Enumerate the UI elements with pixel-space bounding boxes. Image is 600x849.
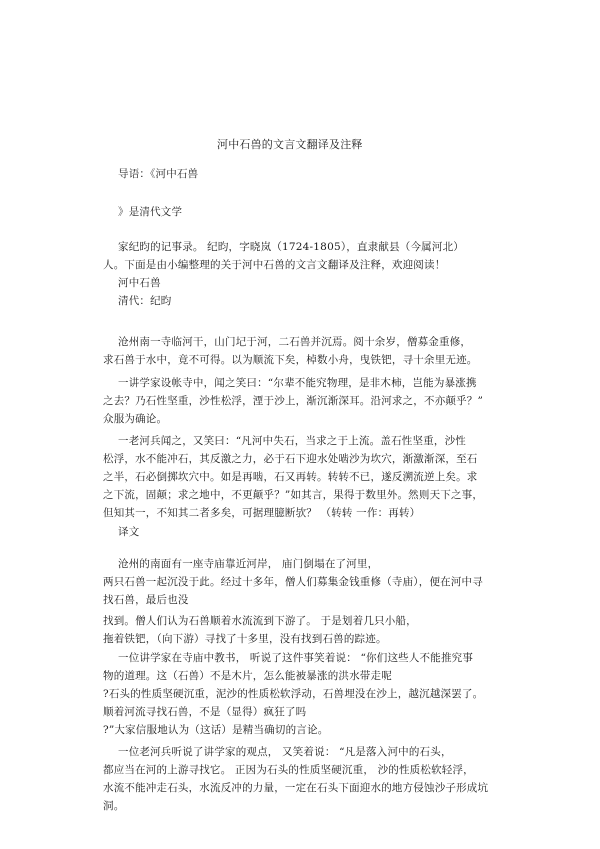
original-line: 之半，石必倒掷坎穴中。如是再啮，石又再转。转转不已，遂反溯流逆上矣。求 <box>103 471 478 483</box>
translation-line: 水流不能冲走石头，水流反冲的力量，一定在石头下面迎水的地方侵蚀沙子形成坑 <box>103 782 489 794</box>
translation-line: 顺着河流寻找石兽，不是（显得）疯狂了吗 <box>103 706 307 718</box>
translation-line: 拖着铁钯，（向下游）寻找了十多里，没有找到石兽的踪迹。 <box>103 633 387 645</box>
original-line: 求石兽于水中，竟不可得。以为顺流下矣，棹数小舟，曳铁钯，寻十余里无迹。 <box>103 354 478 366</box>
original-line: 一讲学家设帐寺中，闻之笑曰：“尔辈不能究物理，是非木柿，岂能为暴涨携 <box>118 377 477 389</box>
translation-line: 物的道理。这（石兽）不是木片，怎么能被暴涨的洪水带走呢 <box>103 670 392 682</box>
original-line: 但知其一，不知其二者多矣，可据理臆断欤？ （转转 一作：再转） <box>103 507 421 519</box>
original-line: 众服为确论。 <box>103 413 168 425</box>
original-line: 之下流，固颠；求之地中，不更颠乎？”如其言，果得于数里外。然则天下之事， <box>103 489 484 501</box>
translation-line: ?”大家信服地认为（这话）是精当确切的言论。 <box>103 724 329 736</box>
section-author: 清代：纪昀 <box>118 295 172 307</box>
translation-line: 一位老河兵听说了讲学家的观点， 又笑着说： “凡是落入河中的石头， <box>118 746 452 758</box>
intro-line: 家纪昀的记事录。 纪昀，字晓岚（1724-1805），直隶献县（今属河北） <box>118 241 464 253</box>
section-title: 河中石兽 <box>118 277 161 289</box>
intro-line: 》是清代文学 <box>118 206 183 218</box>
original-line: 沧州南一寺临河干，山门圮于河，二石兽并沉焉。阅十余岁，僧募金重修， <box>118 336 472 348</box>
translation-line: 找石兽，最后也没 <box>103 594 189 606</box>
intro-line: 导语：《河中石兽 <box>118 168 199 180</box>
original-line: 松浮，水不能冲石，其反激之力，必于石下迎水处啮沙为坎穴，渐激渐深，至石 <box>103 453 478 465</box>
translation-line: 一位讲学家在寺庙中教书， 听说了这件事笑着说： “你们这些人不能推究事 <box>118 652 474 664</box>
intro-line: 人。下面是由小编整理的关于河中石兽的文言文翻译及注释，欢迎阅读！ <box>103 259 446 271</box>
original-line: 一老河兵闻之，又笑曰：“凡河中失石，当求之于上流。盖石性坚重，沙性 <box>118 435 466 447</box>
translation-line: 沧州的南面有一座寺庙靠近河岸， 庙门倒塌在了河里， <box>118 558 379 570</box>
translation-line: 找到。僧人们认为石兽顺着水流流到下游了。 于是划着几只小船， <box>103 615 417 627</box>
document-title: 河中石兽的文言文翻译及注释 <box>217 138 363 151</box>
translation-line: ?石头的性质坚硬沉重，泥沙的性质松软浮动，石兽埋没在沙上，越沉越深罢了。 <box>103 688 484 700</box>
original-line: 之去？乃石性坚重，沙性松浮，湮于沙上，渐沉渐深耳。沿河求之，不亦颠乎？” <box>103 395 484 407</box>
translation-line: 洞。 <box>103 800 125 812</box>
translation-line: 两只石兽一起沉没于此。经过十多年，僧人们募集金钱重修（寺庙），便在河中寻 <box>103 576 483 588</box>
translation-line: 都应当在河的上游寻找它。 正因为石头的性质坚硬沉重， 沙的性质松软轻浮， <box>103 764 474 776</box>
translation-heading: 译文 <box>118 526 140 538</box>
